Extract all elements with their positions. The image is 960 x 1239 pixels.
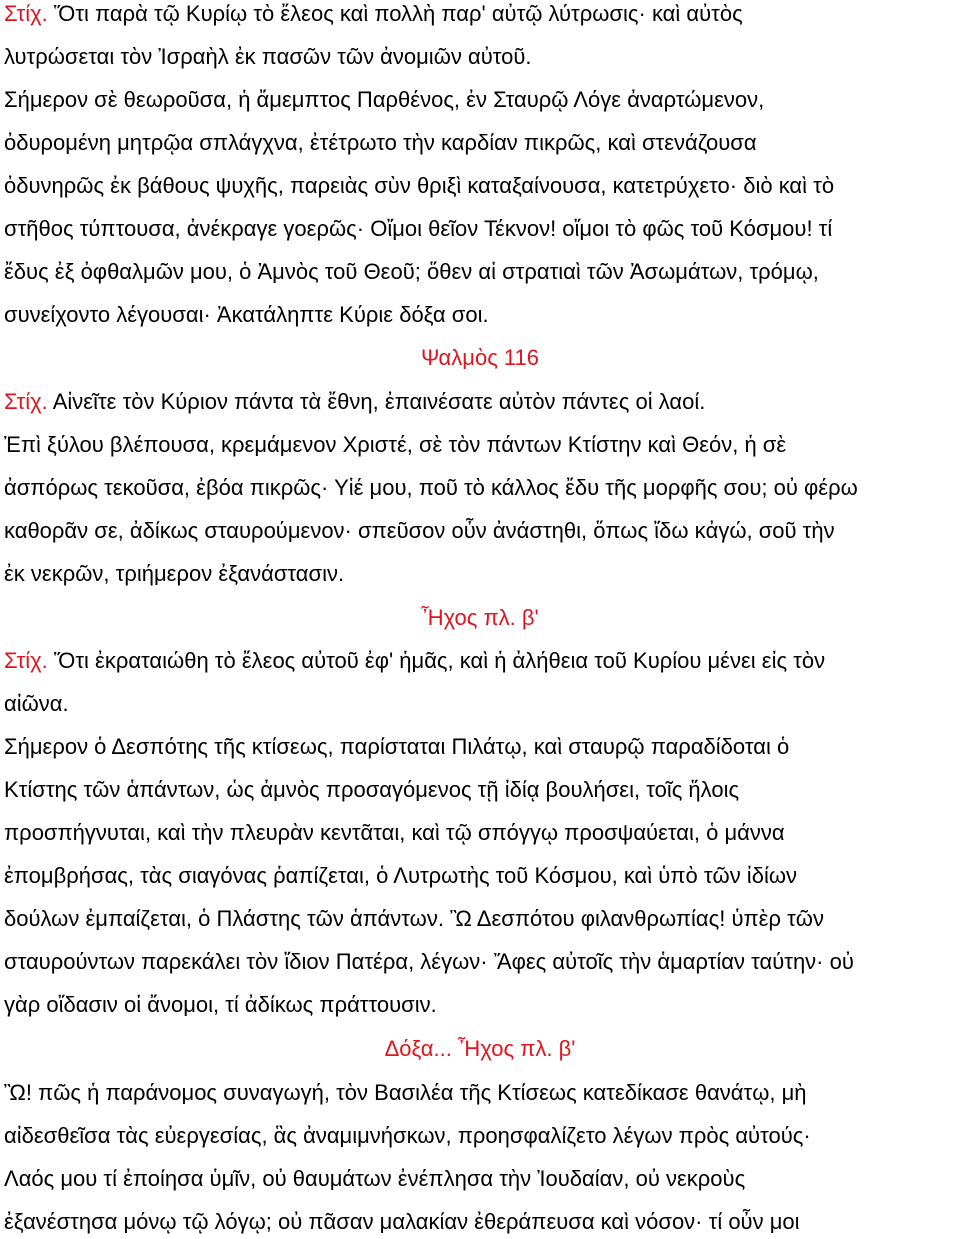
line-text: στῆθος τύπτουσα, ἀνέκραγε γοερῶς· Οἴμοι θεῖον Τέκνον! οἴμοι τὸ φῶς τοῦ Κόσμου! τί [4, 216, 833, 241]
text-line [4, 1166, 745, 1192]
verse-label: Στίχ. [4, 389, 48, 414]
text-line [4, 1, 743, 27]
line-text: σταυρούντων παρεκάλει τὸν ἴδιον Πατέρα, λέγων· Ἄφες αὐτοῖς τὴν ἁμαρτίαν ταύτην· οὐ [4, 949, 854, 974]
section-heading-doxa: Δόξα... Ἦχος πλ. β' [384, 1036, 576, 1061]
line-text: ἐξανέστησα μόνῳ τῷ λόγῳ; οὐ πᾶσαν μαλακίαν ἐθεράπευσα καὶ νόσον· τί οὖν μοι [4, 1209, 800, 1234]
line-text: ἔδυς ἐξ ὀφθαλμῶν μου, ὁ Ἀμνὸς τοῦ Θεοῦ; ὅθεν αἱ στρατιαὶ τῶν Ἀσωμάτων, τρόμῳ, [4, 259, 819, 284]
text-line [4, 648, 825, 674]
section-heading-tone: Ἦχος πλ. β' [421, 605, 539, 630]
text-line [4, 1123, 811, 1149]
line-text: λυτρώσεται τὸν Ἰσραὴλ ἐκ πασῶν τῶν ἀνομιῶν αὐτοῦ. [4, 44, 532, 69]
text-line [4, 1209, 800, 1235]
line-text: Ἐπὶ ξύλου βλέπουσα, κρεμάμενον Χριστέ, σὲ τὸν πάντων Κτίστην καὶ Θεόν, ἡ σὲ [4, 432, 787, 457]
line-text: δούλων ἐμπαίζεται, ὁ Πλάστης τῶν ἁπάντων. Ὢ Δεσπότου φιλανθρωπίας! ὑπὲρ τῶν [4, 906, 824, 931]
text-line [4, 475, 858, 501]
line-text: Ὅτι ἐκραταιώθη τὸ ἔλεος αὐτοῦ ἐφ' ἡμᾶς, καὶ ἡ ἀλήθεια τοῦ Κυρίου μένει εἰς τὸν [47, 648, 826, 673]
line-text: Αἰνεῖτε τὸν Κύριον πάντα τὰ ἔθνη, ἐπαινέσατε αὐτὸν πάντες οἱ λαοί. [47, 389, 706, 414]
text-line [4, 216, 832, 242]
text-line [4, 906, 824, 932]
text-line [4, 44, 532, 70]
text-line [4, 87, 764, 113]
text-line [4, 561, 344, 587]
line-text: καθορᾶν σε, ἀδίκως σταυρούμενον· σπεῦσον οὖν ἀνάστηθι, ὅπως ἴδω κἀγώ, σοῦ τὴν [4, 518, 835, 543]
text-line [4, 992, 437, 1018]
text-line [4, 173, 834, 199]
text-line [4, 1080, 807, 1106]
text-line [4, 949, 854, 975]
verse-label: Στίχ. [4, 648, 48, 673]
text-line [4, 691, 69, 717]
text-line [4, 863, 797, 889]
text-line [4, 518, 835, 544]
line-text: Σήμερον ὁ Δεσπότης τῆς κτίσεως, παρίσταται Πιλάτῳ, καὶ σταυρῷ παραδίδοται ὁ [4, 734, 790, 759]
text-line [4, 130, 757, 156]
line-text: ὀδυρομένη μητρῷα σπλάγχνα, ἐτέτρωτο τὴν καρδίαν πικρῶς, καὶ στενάζουσα [4, 130, 757, 155]
line-text: Ὢ! πῶς ἡ παράνομος συναγωγή, τὸν Βασιλέα τῆς Κτίσεως κατεδίκασε θανάτῳ, μὴ [4, 1080, 807, 1105]
line-text: αἰδεσθεῖσα τὰς εὐεργεσίας, ἃς ἀναμιμνήσκων, προησφαλίζετο λέγων πρὸς αὐτούς· [4, 1123, 811, 1148]
line-text: Σήμερον σὲ θεωροῦσα, ἡ ἄμεμπτος Παρθένος, ἐν Σταυρῷ Λόγε ἀναρτώμενον, [4, 87, 765, 112]
text-line [4, 432, 786, 458]
line-text: γὰρ οἴδασιν οἱ ἄνομοι, τί ἀδίκως πράττουσιν. [4, 992, 437, 1017]
line-text: ἐκ νεκρῶν, τριήμερον ἐξανάστασιν. [4, 561, 345, 586]
line-text: συνείχοντο λέγουσαι· Ἀκατάληπτε Κύριε δόξα σοι. [4, 302, 489, 327]
line-text: ὀδυνηρῶς ἐκ βάθους ψυχῆς, παρειὰς σὺν θριξὶ καταξαίνουσα, κατετρύχετο· διὸ καὶ τὸ [4, 173, 835, 198]
line-text: Λαός μου τί ἐποίησα ὑμῖν, οὐ θαυμάτων ἐνέπλησα τὴν Ἰουδαίαν, οὐ νεκροὺς [4, 1166, 746, 1191]
line-text: Κτίστης τῶν ἁπάντων, ὡς ἀμνὸς προσαγόμενος τῇ ἰδίᾳ βουλήσει, τοῖς ἥλοις [4, 777, 740, 802]
text-line [4, 302, 489, 328]
verse-label: Στίχ. [4, 1, 48, 26]
text-line [4, 820, 785, 846]
section-heading-psalm: Ψαλμὸς 116 [421, 345, 539, 370]
line-text: ἐπομβρήσας, τὰς σιαγόνας ῥαπίζεται, ὁ Λυτρωτὴς τοῦ Κόσμου, καὶ ὑπὸ τῶν ἰδίων [4, 863, 798, 888]
text-line [4, 389, 705, 415]
line-text: Ὅτι παρὰ τῷ Κυρίῳ τὸ ἔλεος καὶ πολλὴ παρ' αὐτῷ λύτρωσις· καὶ αὐτὸς [47, 1, 743, 26]
line-text: ἀσπόρως τεκοῦσα, ἐβόα πικρῶς· Υἱέ μου, ποῦ τὸ κάλλος ἔδυ τῆς μορφῆς σου; οὐ φέρω [4, 475, 858, 500]
text-line [4, 734, 789, 760]
text-line [4, 777, 739, 803]
text-line [4, 259, 819, 285]
line-text: προσπήγνυται, καὶ τὴν πλευρὰν κεντᾶται, καὶ τῷ σπόγγῳ προσψαύεται, ὁ μάννα [4, 820, 785, 845]
line-text: αἰῶνα. [4, 691, 69, 716]
